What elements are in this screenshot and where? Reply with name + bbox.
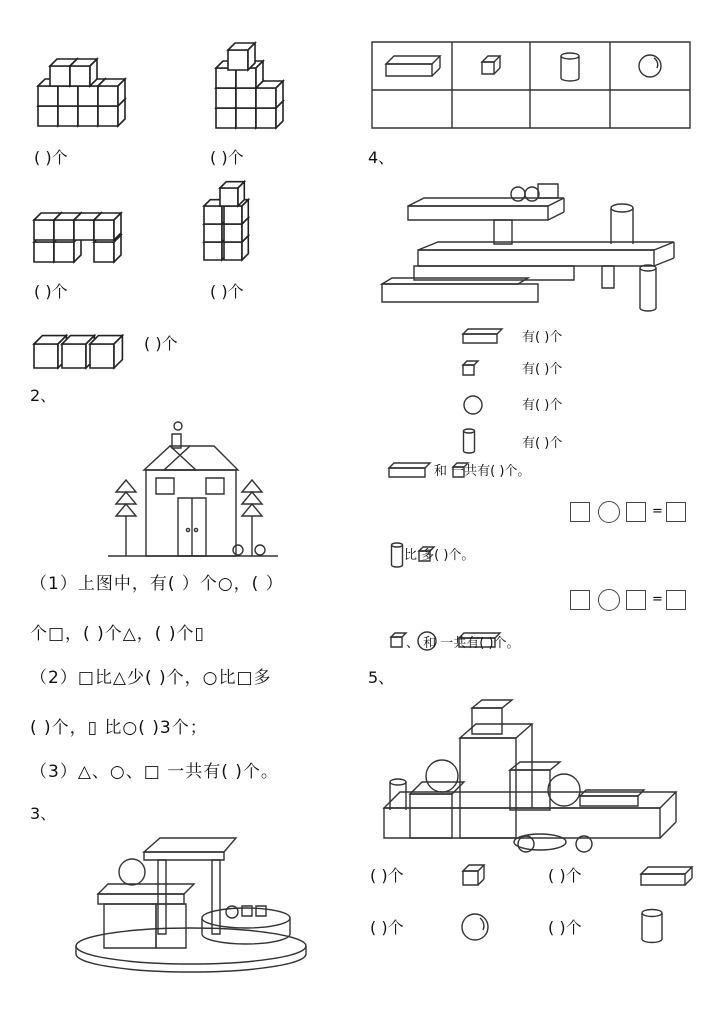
answer-box[interactable] bbox=[666, 590, 686, 610]
equals-sign: = bbox=[652, 592, 663, 607]
sphere-icon bbox=[460, 912, 490, 942]
q4-count-row-1: 有( )个 bbox=[522, 330, 563, 345]
q4-sum-line-1: 和 一共有( )个。 bbox=[434, 464, 531, 479]
cuboid-icon bbox=[640, 866, 694, 886]
q2-number: 2、 bbox=[30, 386, 57, 405]
answer-box[interactable] bbox=[626, 502, 646, 522]
q5-answer-cube: ( )个 bbox=[370, 866, 404, 885]
cylinder-icon bbox=[640, 908, 664, 944]
answer-box[interactable] bbox=[626, 590, 646, 610]
q4-sum-line-2: 、 和 一共有( )个。 bbox=[406, 636, 520, 651]
q5-answer-cuboid: ( )个 bbox=[548, 866, 582, 885]
q1-answer-blank-e: ( )个 bbox=[144, 334, 178, 353]
cube-stack-figure-a bbox=[36, 44, 126, 134]
answer-box[interactable] bbox=[666, 502, 686, 522]
q2-line-4: ( )个，▯ 比○( )3个； bbox=[30, 718, 208, 738]
cuboid-icon bbox=[462, 328, 504, 344]
cube-stack-figure-e bbox=[32, 318, 142, 370]
q1-answer-blank-b: ( )个 bbox=[210, 148, 244, 167]
shapes-reference-table bbox=[372, 42, 690, 128]
q4-number: 4、 bbox=[368, 148, 395, 167]
operator-circle[interactable] bbox=[598, 501, 620, 523]
answer-box[interactable] bbox=[570, 590, 590, 610]
cuboid-icon bbox=[388, 462, 432, 478]
q2-line-2: 个□，( )个△，( )个▯ bbox=[30, 624, 205, 644]
cube-icon bbox=[462, 360, 480, 376]
equals-sign: = bbox=[652, 504, 663, 519]
cube-icon bbox=[462, 864, 486, 886]
q5-answer-cylinder: ( )个 bbox=[548, 918, 582, 937]
q2-line-3: （2）□比△少( )个，○比□多 bbox=[30, 668, 272, 688]
q4-compare-line: 比 多( )个。 bbox=[404, 548, 475, 563]
cylinder-icon bbox=[462, 428, 476, 454]
q5-answer-sphere: ( )个 bbox=[370, 918, 404, 937]
q5-solids-figure bbox=[380, 698, 680, 856]
q5-number: 5、 bbox=[368, 668, 395, 687]
q3-solids-figure bbox=[74, 836, 308, 970]
q4-solids-figure bbox=[378, 180, 678, 316]
q1-answer-blank-a: ( )个 bbox=[34, 148, 68, 167]
q1-answer-blank-c: ( )个 bbox=[34, 282, 68, 301]
sphere-icon bbox=[462, 394, 484, 416]
answer-box[interactable] bbox=[570, 502, 590, 522]
q4-count-row-4: 有( )个 bbox=[522, 436, 563, 451]
q2-line-1: （1）上图中，有( ）个○，( ） bbox=[30, 574, 284, 594]
q3-number: 3、 bbox=[30, 804, 57, 823]
q1-answer-blank-d: ( )个 bbox=[210, 282, 244, 301]
q2-line-5: （3）△、○、□ 一共有( )个。 bbox=[30, 762, 279, 782]
house-shapes-figure bbox=[108, 420, 278, 558]
cylinder-icon bbox=[390, 542, 404, 568]
cube-stack-figure-b bbox=[214, 38, 294, 134]
q4-count-row-2: 有( )个 bbox=[522, 362, 563, 377]
cube-stack-figure-c bbox=[32, 196, 136, 266]
q4-count-row-3: 有( )个 bbox=[522, 398, 563, 413]
operator-circle[interactable] bbox=[598, 589, 620, 611]
cube-stack-figure-d bbox=[200, 180, 272, 264]
